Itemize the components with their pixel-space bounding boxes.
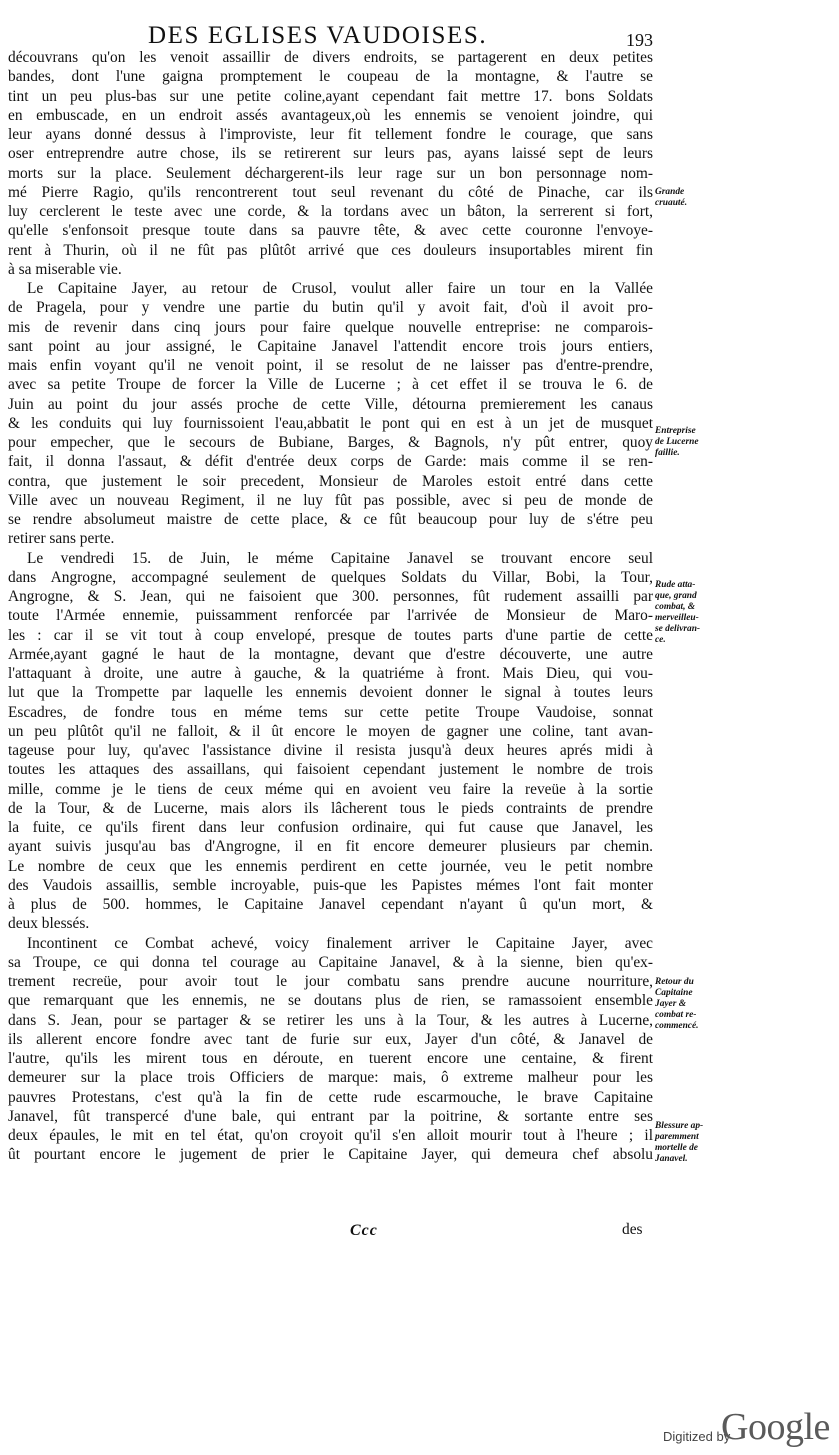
page-number: 193 [626,30,653,50]
text-line: trement recreüe, pour avoir tout le jour combatu sans prendre aucune nourriture, [8,973,653,990]
text-line: que remarquant que les ennemis, ne se doutans plus de rien, se ramassoient ensemble [8,992,653,1010]
text-line: toute l'Armée ennemie, puissamment renforcée par l'arrivée de Monsieur de Maro- [8,607,653,625]
text-line: oser entreprendre autre chose, ils se retirerent sur leurs pas, ayans laissé sept de leurs [8,145,653,163]
text-line: mais enfin voyant qu'il ne venoit point, il se resolut de ne laisser pas d'entre-prendre, [8,357,653,374]
text-line: Janavel, fût transpercé d'une bale, qui entrant par la poitrine, & sortante entre ses [8,1107,653,1125]
text-line: à plus de 500. hommes, le Capitaine Janavel cependant n'ayant û qu'un mort, & [8,896,653,913]
text-line: qu'elle s'enfonsoit presque toute dans sa pauvre tête, & avec cette couronne l'envoye- [8,222,653,240]
text-line: les : car il se vit tout à coup envelopé, presque de toutes parts d'une partie de cette [8,626,653,644]
text-line: Le nombre de ceux que les ennemis perdirent en cette journée, veu le petit nombre [8,857,653,875]
marginal-note-blessure-janavel: Blessure ap- paremment mortelle de Janavel. [655,1121,704,1164]
text-line: pauvres Protestans, c'est qu'à la fin de cette rude escarmouche, le brave Capitaine [8,1088,653,1106]
text-line: tint un peu plus-bas sur une petite coline,ayant cependant fait mettre 17. bons Soldats [8,87,653,105]
text-line: l'attaquant à droite, une autre à gauche, & la quatriéme à front. Mais Dieu, qui vou- [8,665,653,682]
digitized-by-watermark [663,1405,839,1449]
text-line: à sa miserable vie. [8,260,122,278]
text-line: sa Troupe, ce qui donna tel courage au Capitaine Janavel, & à la sienne, bien qu'ex- [8,953,653,971]
text-line: ût pourtant encore le jugement de prier le Capitaine Jayer, qui demeura chef absolu [8,1146,653,1164]
text-line: mis de revenir dans cinq jours pour faire quelque nouvelle entreprise: ne comparois- [8,318,653,336]
text-line: deux épaules, le mit en tel état, qu'on croyoit qu'il s'en alloit mourir tout à l'heure ; il [8,1127,653,1144]
paragraph-1 [8,48,653,279]
text-line: mille, comme je le tiens de ceux méme qui en avoient veu faire la reveüe à la sortie [8,780,653,798]
text-line: Ville avec un nouveau Regiment, il ne luy fût pas possible, avec si peu de monde de [8,491,653,509]
text-line: des Vaudois assaillis, semble incroyable, puis-que les Papistes mémes l'ont fait monter [8,876,653,894]
text-line: se rendre absolumeut maistre de cette place, & ce fût beaucoup pour luy de s'étre peu [8,511,653,528]
digitized-label: Digitized by [663,1429,731,1444]
text-line: Juin au point du jour assés proche de cette Ville, détourna premierement les canaus [8,395,653,413]
text-line: en embuscade, en un endroit assés avantageux,où les ennemis se venoient joindre, qui [8,106,653,124]
text-line: contra, que justement le soir precedent, Monsieur de Maroles estoit entré dans cette [8,472,653,490]
text-line: sant point au jour assigné, le Capitaine Janavel l'attendit encore trois jours entiers, [8,337,653,355]
signature-mark: Ccc [350,1222,378,1239]
text-line: leur ayans donné dessus à l'improviste, leur fit tellement fondre le courage, que sans [8,126,653,143]
text-line: mé Pierre Ragio, qu'ils rencontrerent tout seul revenant du côté de Pinache, car ils [8,183,653,201]
text-line: rent à Thurin, où il ne fût pas plûtôt arrivé que ces douleurs insuportables mirent fin [8,241,653,259]
text-line: Armée,ayant gagné le haut de la montagne, devant que d'estre découverte, une autre [8,645,653,663]
marginal-note-retour-jayer: Retour du Capitaine Jayer & combat re- commencé. [655,977,699,1031]
text-line: découvrans qu'on les venoit assaillir de divers endroits, se partagerent en deux petites [8,49,653,66]
paragraph-3 [8,549,653,934]
page-header-title: DES EGLISES VAUDOISES. [148,22,488,49]
text-line: Escadres, de fondre tous en méme tems sur cette petite Troupe Vaudoise, sonnat [8,703,653,721]
paragraph-2 [8,279,653,549]
text-line: un peu plûtôt qu'il ne falloit, & il ût encore le moyen de gagner une coline, tant avan- [8,722,653,740]
text-line: pour empecher, que le secours de Bubiane, Barges, & Bagnols, n'y pût entrer, quoy [8,434,653,451]
google-logo: Google [721,1406,830,1448]
text-line: avec sa petite Troupe de forcer la Ville de Lucerne ; à cet effet il se trouva le 6. de [8,376,653,394]
text-line: de la Tour, & de Lucerne, mais alors ils lâcherent tous le pieds contraints de prendre [8,799,653,817]
text-line: de Pragela, pour y vendre une partie du butin qu'il y avoit fait, d'où il avoit pro- [8,299,653,317]
text-line: & les conduits qui luy fournissoient l'eau,abbatit le pont qui en est à un jet de musquet [8,414,653,432]
text-line: fait, il donna l'assaut, & défit d'entrée deux corps de Garde: mais comme il se ren- [8,453,653,471]
text-line: tageuse pour luy, qu'avec l'assistance divine il resista jusqu'à deux heures aprés midi à [8,742,653,759]
text-line: ils allerent encore fondre avec tant de furie sur eux, Jayer d'un côté, & Janavel de [8,1030,653,1048]
text-line: demeurer sur la place trois Officiers de marque: mais, ô extreme malheur pour les [8,1069,653,1087]
text-line: toutes les attaques des assaillans, qui faisoient cependant justement le nombre de trois [8,761,653,779]
main-text-column [8,48,653,1165]
text-line: bandes, dont l'une gaigna promptement le coupeau de la montagne, & l'autre se [8,68,653,86]
marginal-note-grande-cruaute: Grande cruauté. [655,187,688,208]
text-line: l'autre, qu'ils les mirent tous en déroute, en tuerent encore une centaine, & firent [8,1050,653,1067]
catchword: des [622,1221,643,1238]
paragraph-4 [8,934,653,1165]
text-line: deux blessés. [8,915,90,933]
text-line: lut que la Trompette par laquelle les ennemis devoient donner le signal à toutes leurs [8,684,653,702]
text-line: dans S. Jean, pour se partager & se retirer les uns à la Tour, & les autres à Lucerne, [8,1011,653,1029]
text-line: Le vendredi 15. de Juin, le méme Capitaine Janavel se trouvant encore seul [27,549,653,567]
text-line: la fuite, ce qu'ils firent dans leur confusion ordinaire, qui fut cause que Janavel, les [8,819,653,836]
text-line: dans Angrogne, accompagné seulement de quelques Soldats du Villar, Bobi, la Tour, [8,568,653,586]
text-line: Le Capitaine Jayer, au retour de Crusol, voulut aller faire un tour en la Vallée [27,280,653,297]
text-line: morts sur la place. Seulement déchargerent-ils leur rage sur un bon personnage nom- [8,164,653,182]
marginal-note-rude-attaque: Rude atta- que, grand combat, & merveilleu- se delivran- ce. [655,580,701,645]
text-line: Incontinent ce Combat achevé, voicy finalement arriver le Capitaine Jayer, avec [27,934,653,952]
marginal-note-entreprise-lucerne: Entreprise de Lucerne faillie. [655,426,699,458]
text-line: retirer sans perte. [8,530,115,548]
text-line: ayant suivis jusqu'au bas d'Angrogne, il en fit encore demeurer plusieurs par chemin. [8,838,653,856]
text-line: Angrogne, & S. Jean, qui ne faisoient que 300. personnes, fût rudement assailli par [8,588,653,605]
text-line: luy cerclerent le teste avec une corde, & la tordans avec un bâton, la serrerent si fort, [8,203,653,220]
